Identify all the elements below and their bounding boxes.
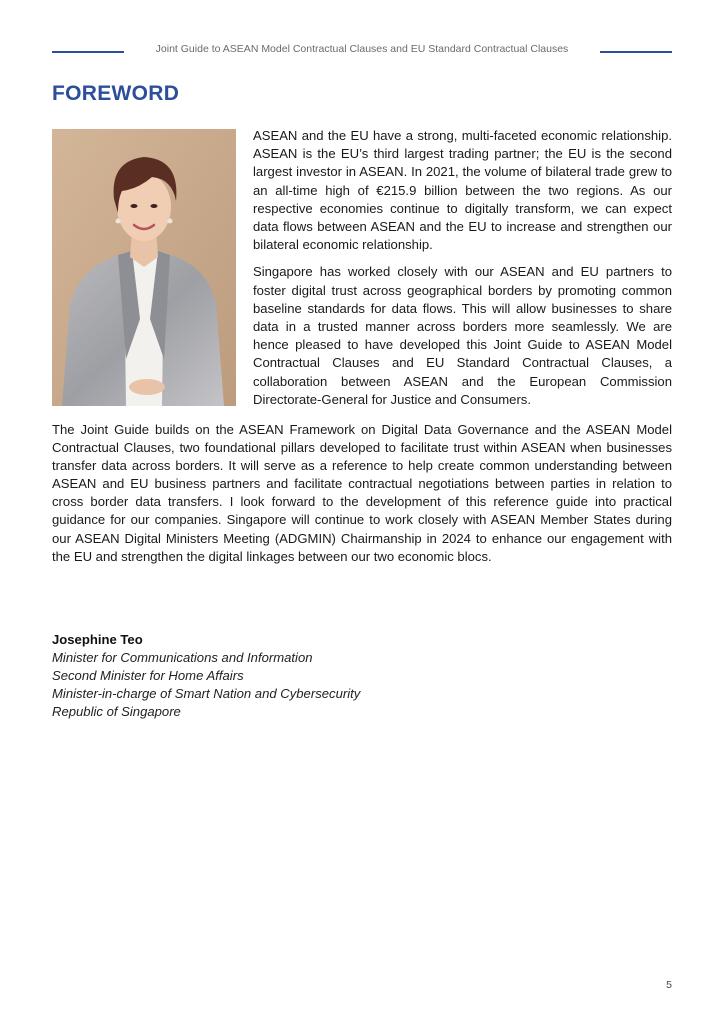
paragraph-1: ASEAN and the EU have a strong, multi-faceted economic relationship. ASEAN is the EU’s third largest trading partner; the EU is the second largest investor in ASEAN. In 2021, the volume of bilateral trade grew to an all-time high of €215.9 billion between the two regions. As our respective economies continue to digitally transform, we can expect data flows between ASEAN and the EU to increase and strengthen our bilateral economic relationship. (253, 128, 672, 253)
page-number: 5 (666, 979, 672, 991)
signatory-title: Minister for Communications and Information (52, 650, 313, 665)
header-title: Joint Guide to ASEAN Model Contractual Clauses and EU Standard Contractual Clauses (155, 43, 569, 55)
full-width-text (52, 421, 672, 566)
portrait-photo (52, 129, 236, 406)
signature-block (52, 631, 360, 721)
header-rule-left (52, 51, 124, 53)
signatory-country: Republic of Singapore (52, 704, 181, 719)
running-header (52, 43, 672, 59)
intro-text-column (253, 127, 672, 418)
signatory-title: Second Minister for Home Affairs (52, 668, 244, 683)
signatory-title: Minister-in-charge of Smart Nation and Cybersecurity (52, 686, 361, 701)
signatory-name: Josephine Teo (52, 632, 143, 647)
header-rule-right (600, 51, 672, 53)
section-title: FOREWORD (52, 82, 180, 105)
paragraph-3: The Joint Guide builds on the ASEAN Framework on Digital Data Governance and the ASEAN Model Contractual Clauses, two foundational pillars developed to facilitate trust within ASEAN when businesses transfer data across borders. It will serve as a reference to help create common understanding between ASEAN and EU business partners and facilitate contractual negotiations between parties in relation to cross border data transfers. I look forward to the development of this reference guide into practical guidance for our companies. Singapore will continue to work closely with ASEAN Member States during our ASEAN Digital Ministers Meeting (ADGMIN) Chairmanship in 2024 to enhance our engagement with the EU and strengthen the digital linkages between our two economic blocs. (52, 422, 672, 564)
paragraph-2: Singapore has worked closely with our ASEAN and EU partners to foster digital trust across geographical borders by promoting common baseline standards for data flows. This will allow businesses to share data in a trusted manner across borders more seamlessly. We are hence pleased to have developed this Joint Guide to ASEAN Model Contractual Clauses and EU Standard Contractual Clauses, a collaboration between ASEAN and the European Commission Directorate-General for Justice and Consumers. (253, 264, 672, 407)
